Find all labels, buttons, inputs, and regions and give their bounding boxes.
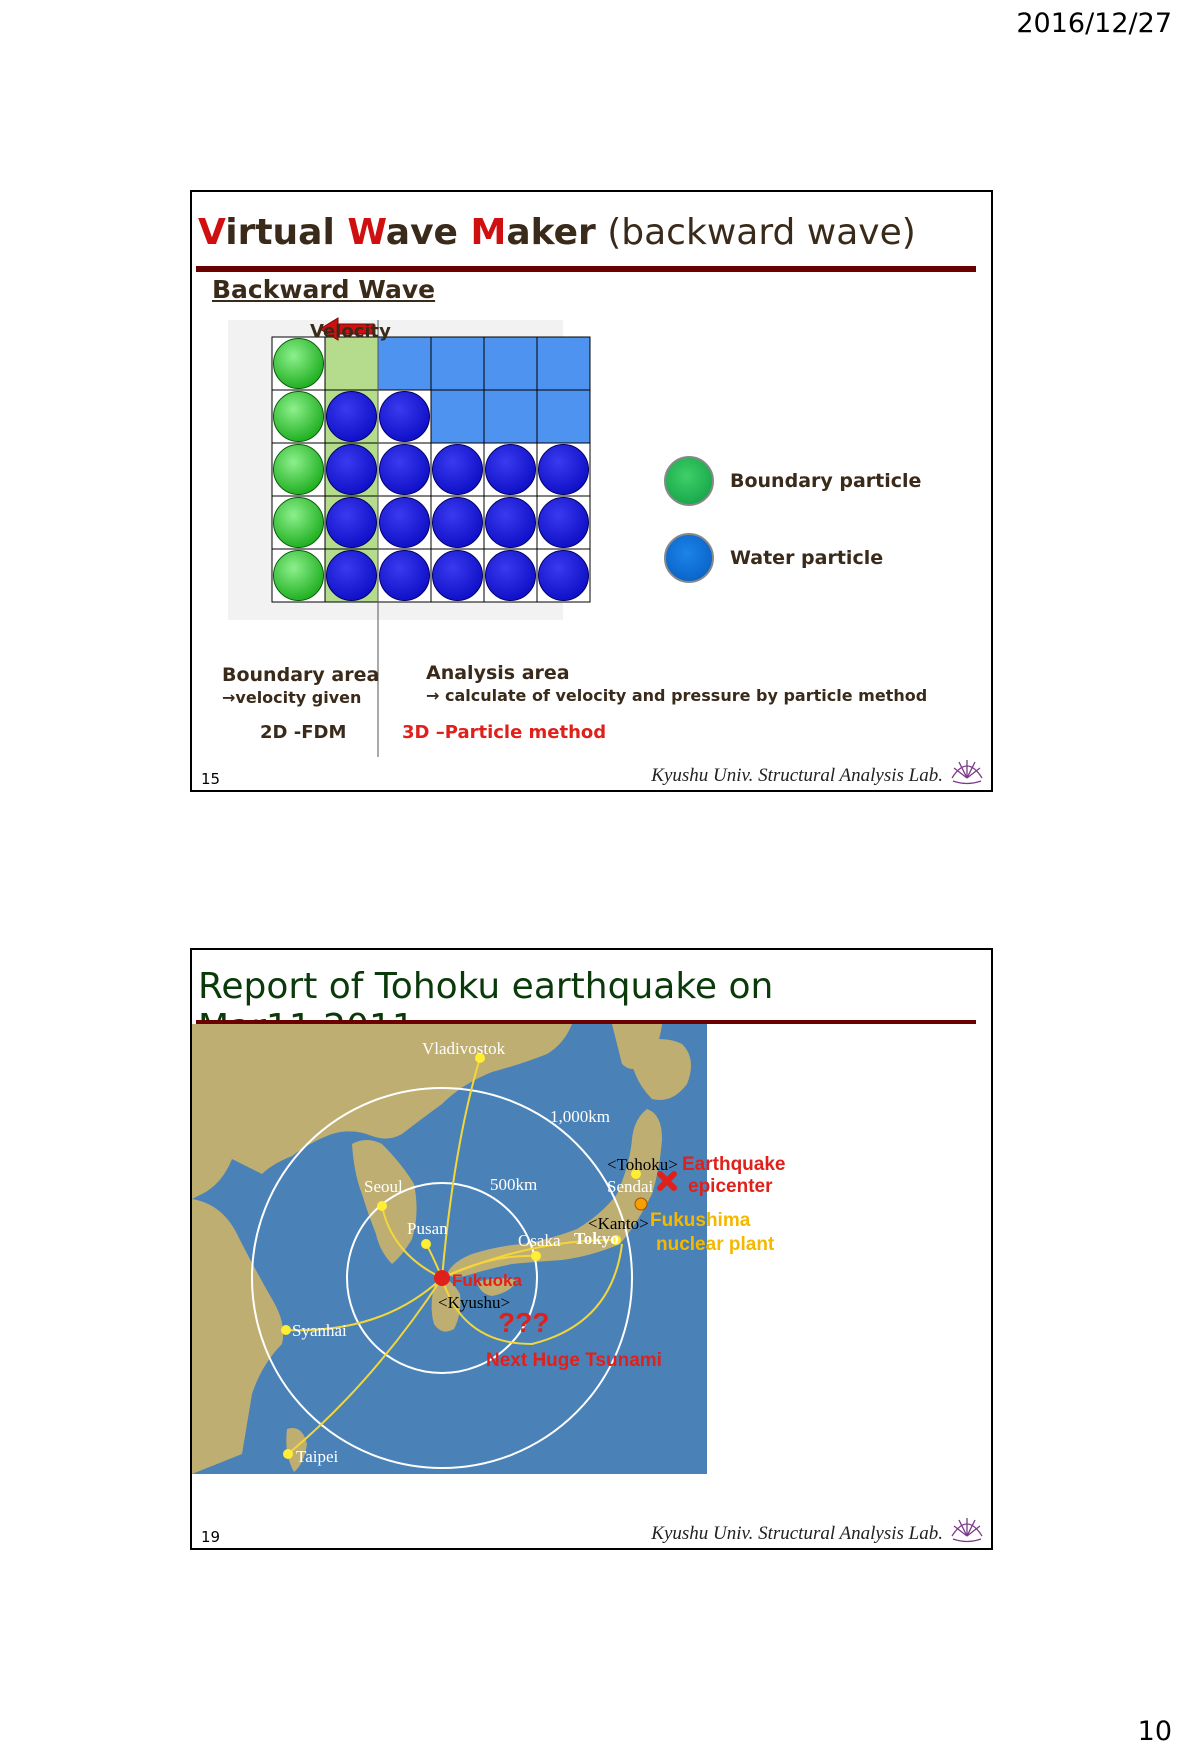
grid-cell: [484, 337, 537, 390]
water-particle: [327, 551, 377, 601]
boundary-particle: [274, 445, 324, 495]
east-asia-map: [192, 1024, 993, 1524]
university-crest-icon: [949, 754, 985, 786]
slide-virtual-wave-maker: [190, 190, 993, 792]
city-syanhai: Syanhai: [292, 1321, 347, 1340]
tsunami-label: Next Huge Tsunami: [486, 1350, 662, 1371]
city-pusan: Pusan: [407, 1219, 448, 1238]
water-particle: [380, 498, 430, 548]
grid-cell: [537, 390, 590, 443]
boundary-area-title: Boundary area: [222, 664, 380, 686]
distance-500km: 500km: [490, 1175, 538, 1194]
region-kanto: <Kanto>: [588, 1214, 649, 1233]
water-particle: [433, 551, 483, 601]
water-particle: [539, 445, 589, 495]
title-part: M: [470, 212, 507, 253]
city-tokyo: Tokyo: [574, 1229, 619, 1248]
earthquake-label-2: epicenter: [688, 1176, 773, 1197]
water-particle: [486, 445, 536, 495]
water-particle: [539, 498, 589, 548]
grid-cell: [537, 337, 590, 390]
grid-cell: [378, 337, 431, 390]
analysis-area-desc: → calculate of velocity and pressure by particle method: [426, 686, 928, 705]
slide-number: 15: [201, 770, 221, 788]
city-osaka: Osaka: [518, 1231, 561, 1250]
water-particle: [486, 498, 536, 548]
boundary-area-method: 2D -FDM: [260, 722, 347, 743]
title-suffix: (backward wave): [607, 212, 916, 253]
header-date: 2016/12/27: [1016, 8, 1172, 39]
boundary-particle: [274, 339, 324, 389]
region-tohoku: <Tohoku>: [607, 1155, 678, 1174]
boundary-particle: [274, 498, 324, 548]
water-particle: [380, 551, 430, 601]
earthquake-label-1: Earthquake: [682, 1154, 786, 1175]
title-part: V: [198, 212, 226, 253]
grid-cell: [431, 337, 484, 390]
grid-cell: [325, 337, 378, 390]
analysis-area-method: 3D –Particle method: [402, 722, 607, 743]
water-particle: [327, 445, 377, 495]
slide-tohoku-report: [190, 948, 993, 1550]
city-seoul: Seoul: [364, 1177, 403, 1196]
velocity-label: Velocity: [310, 321, 391, 342]
legend-water-label: Water particle: [730, 547, 884, 569]
water-particle: [486, 551, 536, 601]
distance-1000km: 1,000km: [550, 1107, 610, 1126]
boundary-area-desc: →velocity given: [222, 688, 362, 707]
city-sendai: Sendai: [607, 1177, 654, 1196]
grid-cell: [431, 390, 484, 443]
water-particle: [433, 498, 483, 548]
water-particle: [380, 392, 430, 442]
region-kyushu: <Kyushu>: [438, 1293, 511, 1312]
boundary-particle: [274, 551, 324, 601]
water-particle: [327, 498, 377, 548]
water-particle: [433, 445, 483, 495]
water-particle: [380, 445, 430, 495]
city-fukuoka: Fukuoka: [452, 1271, 522, 1290]
title-part: W: [347, 212, 386, 253]
water-particle: [539, 551, 589, 601]
footer-lab: Kyushu Univ. Structural Analysis Lab.: [651, 765, 943, 786]
title-part: aker: [506, 212, 596, 253]
analysis-area-title: Analysis area: [426, 662, 570, 684]
subtitle-backward-wave: Backward Wave: [212, 275, 436, 304]
boundary-particle: [274, 392, 324, 442]
slide-number: 19: [201, 1528, 221, 1546]
city-vladivostok: Vladivostok: [422, 1039, 506, 1058]
legend-water-icon: [665, 534, 713, 582]
title-part: irtual: [225, 212, 348, 253]
page-number: 10: [1137, 1716, 1172, 1747]
grid-cell: [484, 390, 537, 443]
university-crest-icon: [949, 1512, 985, 1544]
legend-boundary-label: Boundary particle: [730, 470, 922, 492]
slide-title: Report of Tohoku earthquake on: [198, 966, 774, 1007]
water-particle: [327, 392, 377, 442]
title-part: ave: [385, 212, 471, 253]
legend-boundary-icon: [665, 457, 713, 505]
question-marks: ???: [498, 1307, 550, 1338]
nuclear-label-1: Fukushima: [650, 1210, 751, 1231]
nuclear-label-2: nuclear plant: [656, 1234, 775, 1255]
footer-lab: Kyushu Univ. Structural Analysis Lab.: [651, 1523, 943, 1544]
city-taipei: Taipei: [296, 1447, 339, 1466]
